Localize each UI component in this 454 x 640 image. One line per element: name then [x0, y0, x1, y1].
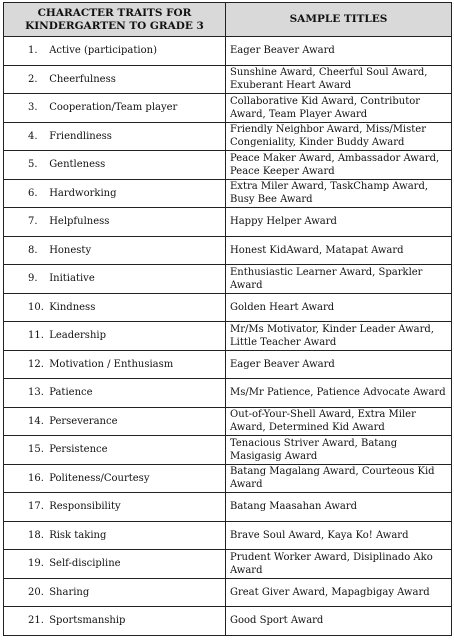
table-row: [4, 65, 452, 94]
trait-name: Helpfulness: [49, 216, 110, 228]
trait-number: 14.: [28, 415, 44, 427]
table-row: [4, 578, 452, 607]
trait-number: 6.: [28, 187, 38, 199]
trait-name: Sharing: [49, 586, 90, 598]
trait-cell: [4, 607, 226, 636]
trait-cell: [4, 151, 226, 180]
table-row: [4, 122, 452, 151]
trait-name: Honesty: [49, 244, 92, 256]
trait-number: 10.: [28, 301, 44, 313]
trait-name: Politeness/Courtesy: [49, 472, 150, 484]
sample-titles-cell: Mr/Ms Motivator, Kinder Leader Award, Little Teacher Award: [226, 322, 452, 351]
trait-name: Initiative: [49, 273, 95, 285]
trait-name: Kindness: [49, 301, 96, 313]
sample-titles-cell: Good Sport Award: [226, 607, 452, 636]
trait-cell: [4, 122, 226, 151]
table-header-row: [4, 3, 452, 37]
table-row: [4, 407, 452, 436]
sample-titles-cell: Sunshine Award, Cheerful Soul Award, Exuberant Heart Award: [226, 65, 452, 94]
traits-table-container: [3, 2, 451, 636]
sample-titles-cell: Out-of-Your-Shell Award, Extra Miler Award, Determined Kid Award: [226, 407, 452, 436]
table-row: [4, 151, 452, 180]
trait-number: 12.: [28, 358, 44, 370]
table-row: [4, 293, 452, 322]
sample-titles-cell: Golden Heart Award: [226, 293, 452, 322]
header-sample-titles: SAMPLE TITLES: [226, 3, 452, 37]
trait-cell: [4, 436, 226, 465]
trait-cell: [4, 208, 226, 237]
trait-number: 17.: [28, 501, 44, 513]
table-row: [4, 521, 452, 550]
sample-titles-cell: Batang Magalang Award, Courteous Kid Award: [226, 464, 452, 493]
trait-name: Responsibility: [49, 501, 121, 513]
table-row: [4, 37, 452, 66]
table-row: [4, 436, 452, 465]
trait-number: 3.: [28, 102, 38, 114]
table-row: [4, 179, 452, 208]
sample-titles-cell: Ms/Mr Patience, Patience Advocate Award: [226, 379, 452, 408]
sample-titles-cell: Friendly Neighbor Award, Miss/Mister Congeniality, Kinder Buddy Award: [226, 122, 452, 151]
trait-number: 2.: [28, 73, 38, 85]
sample-titles-cell: Eager Beaver Award: [226, 350, 452, 379]
trait-name: Perseverance: [49, 415, 118, 427]
trait-cell: [4, 65, 226, 94]
trait-name: Hardworking: [49, 187, 117, 199]
trait-number: 15.: [28, 444, 44, 456]
trait-number: 13.: [28, 387, 44, 399]
table-row: [4, 236, 452, 265]
trait-cell: [4, 521, 226, 550]
trait-number: 19.: [28, 558, 44, 570]
table-row: [4, 322, 452, 351]
sample-titles-cell: Happy Helper Award: [226, 208, 452, 237]
trait-name: Patience: [49, 387, 93, 399]
table-row: [4, 94, 452, 123]
trait-name: Cheerfulness: [49, 73, 116, 85]
trait-cell: [4, 493, 226, 522]
trait-cell: [4, 37, 226, 66]
trait-number: 1.: [28, 45, 38, 57]
table-row: [4, 208, 452, 237]
sample-titles-cell: Peace Maker Award, Ambassador Award, Peace Keeper Award: [226, 151, 452, 180]
sample-titles-cell: Extra Miler Award, TaskChamp Award, Busy Bee Award: [226, 179, 452, 208]
sample-titles-cell: Eager Beaver Award: [226, 37, 452, 66]
trait-number: 11.: [28, 330, 44, 342]
sample-titles-cell: Great Giver Award, Mapagbigay Award: [226, 578, 452, 607]
trait-number: 16.: [28, 472, 44, 484]
header-character-traits-line1: CHARACTER TRAITS FOR: [37, 6, 192, 19]
trait-cell: [4, 578, 226, 607]
trait-number: 20.: [28, 586, 44, 598]
trait-number: 18.: [28, 529, 44, 541]
header-character-traits: [4, 3, 226, 37]
trait-name: Friendliness: [49, 130, 112, 142]
trait-cell: [4, 379, 226, 408]
table-row: [4, 379, 452, 408]
trait-name: Cooperation/Team player: [49, 102, 178, 114]
trait-number: 8.: [28, 244, 38, 256]
trait-cell: [4, 293, 226, 322]
trait-name: Leadership: [49, 330, 106, 342]
table-row: [4, 265, 452, 294]
trait-cell: [4, 464, 226, 493]
trait-number: 4.: [28, 130, 38, 142]
sample-titles-cell: Collaborative Kid Award, Contributor Award, Team Player Award: [226, 94, 452, 123]
trait-cell: [4, 350, 226, 379]
table-body: [4, 37, 452, 636]
trait-number: 9.: [28, 273, 38, 285]
trait-name: Sportsmanship: [49, 615, 126, 627]
header-character-traits-line2: KINDERGARTEN TO GRADE 3: [25, 19, 204, 32]
trait-name: Self-discipline: [49, 558, 121, 570]
trait-cell: [4, 179, 226, 208]
trait-cell: [4, 550, 226, 579]
trait-cell: [4, 407, 226, 436]
table-row: [4, 350, 452, 379]
sample-titles-cell: Tenacious Striver Award, Batang Masigasig Award: [226, 436, 452, 465]
trait-cell: [4, 322, 226, 351]
table-row: [4, 550, 452, 579]
table-row: [4, 493, 452, 522]
trait-cell: [4, 94, 226, 123]
trait-name: Active (participation): [49, 45, 157, 57]
trait-name: Risk taking: [49, 529, 107, 541]
sample-titles-cell: Honest KidAward, Matapat Award: [226, 236, 452, 265]
trait-cell: [4, 236, 226, 265]
trait-name: Persistence: [49, 444, 108, 456]
trait-number: 7.: [28, 216, 38, 228]
sample-titles-cell: Brave Soul Award, Kaya Ko! Award: [226, 521, 452, 550]
traits-awards-table: [3, 2, 452, 636]
trait-number: 5.: [28, 159, 38, 171]
trait-name: Gentleness: [49, 159, 106, 171]
sample-titles-cell: Enthusiastic Learner Award, Sparkler Award: [226, 265, 452, 294]
trait-cell: [4, 265, 226, 294]
sample-titles-cell: Prudent Worker Award, Disiplinado Ako Award: [226, 550, 452, 579]
table-row: [4, 464, 452, 493]
trait-number: 21.: [28, 615, 44, 627]
table-row: [4, 607, 452, 636]
trait-name: Motivation / Enthusiasm: [49, 358, 174, 370]
sample-titles-cell: Batang Maasahan Award: [226, 493, 452, 522]
